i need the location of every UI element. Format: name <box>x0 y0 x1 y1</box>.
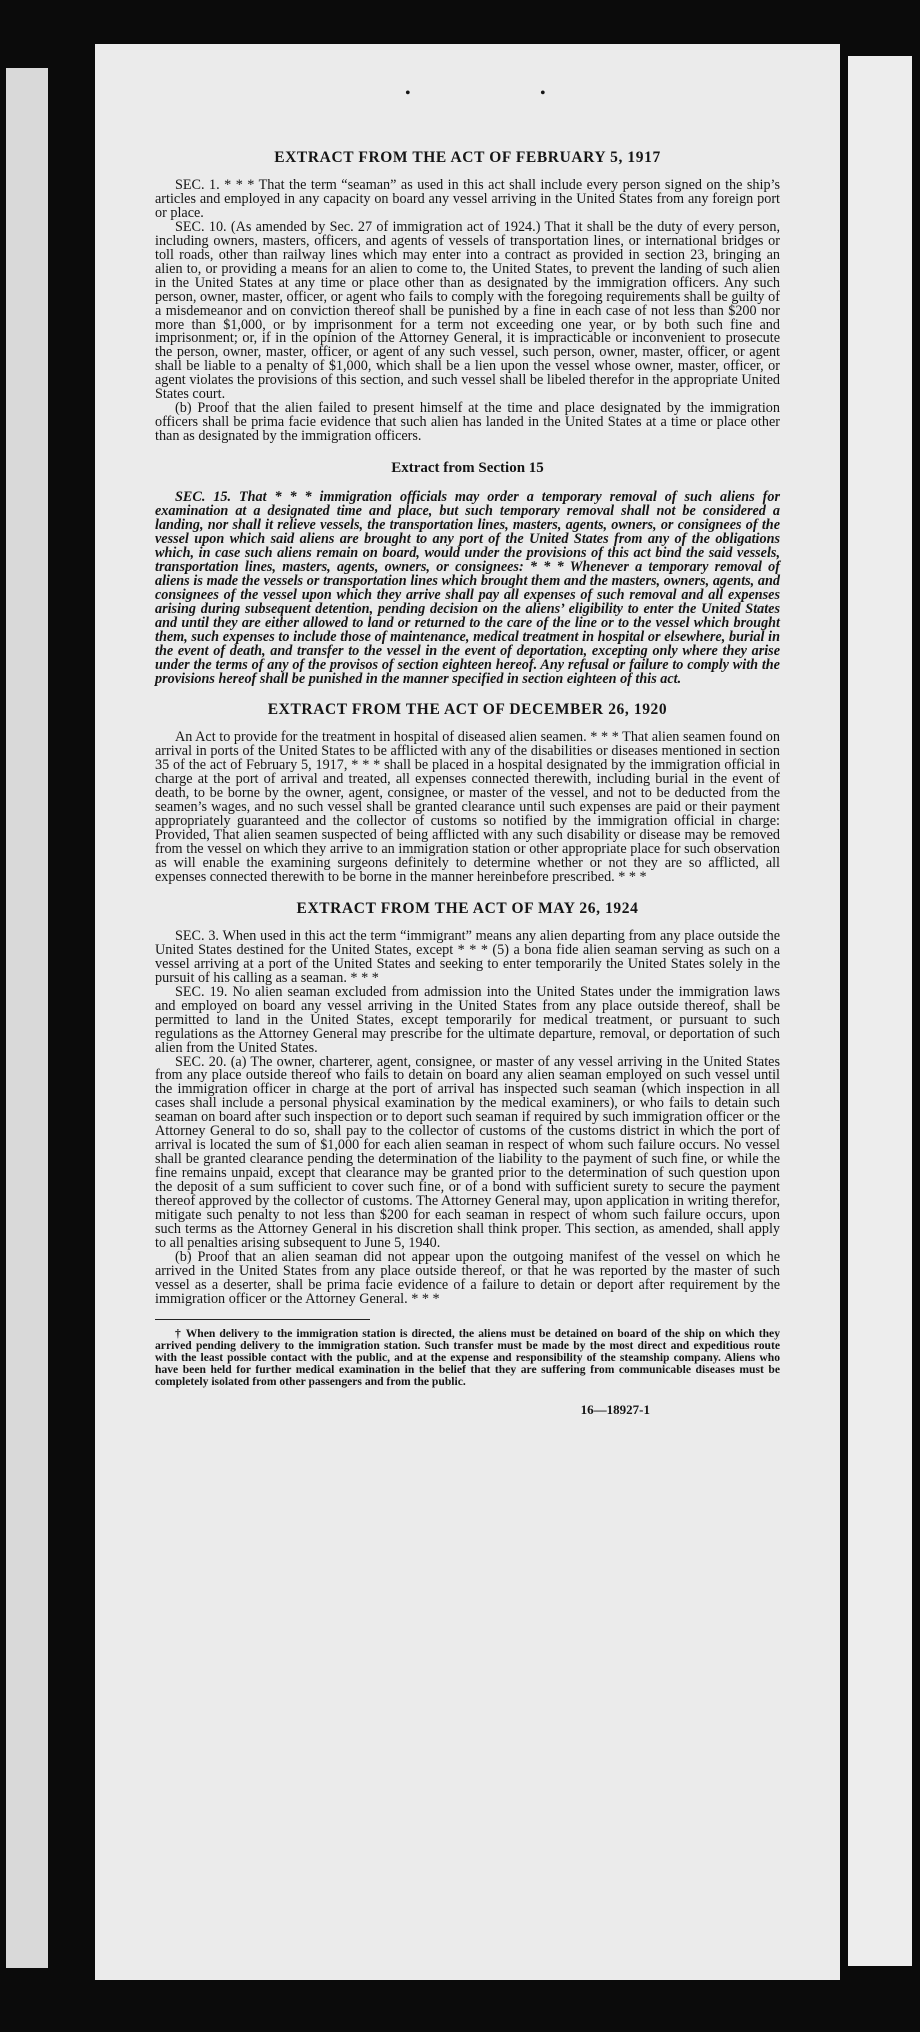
section-subheading: Extract from Section 15 <box>391 460 544 477</box>
paragraph: SEC. 1. * * * That the term “seaman” as used in this act shall include every person signed on the ship’s articles and employed in any capacity on board any vessel arriving in the United States from any foreign port or place. <box>155 177 780 221</box>
paragraph: (b) Proof that an alien seaman did not appear upon the outgoing manifest of the vessel on which he arrived in the United States from any place outside thereof, or that he was reported by the master of such vessel as a deserter, shall be prima facie evidence of a failure to detain or deport after requirement by the immigration officer or the Attorney General. * * * <box>155 1248 780 1307</box>
paragraph: SEC. 10. (As amended by Sec. 27 of immigration act of 1924.) That it shall be the duty of every person, including owners, masters, officers, and agents of vessels of transportation lines, or international bridges or toll roads, other than railway lines which may enter into a contract as provided in section 23, bringing an alien to, or providing a means for an alien to come to, the United States, to prevent the landing of such alien in the United States at any time or place other than as designated by the immigration officers. Any such person, owner, master, officer, or agent who fails to comply with the foregoing requirements shall be guilty of a misdemeanor and on conviction thereof shall be punished by a fine in each case of not less than $200 nor more than $1,000, or by imprisonment for a term not exceeding one year, or by both such fine and imprisonment; or, if in the opinion of the Attorney General, it is impracticable or inconvenient to prosecute the person, owner, master, officer, or agent of any such vessel, such person, owner, master, officer, or agent shall be liable to a penalty of $1,000, which shall be a lien upon the vessel whose owner, master, officer, or agent violates the provisions of this section, and such vessel shall be libeled therefor in the appropriate United States court. <box>155 218 780 403</box>
adjacent-page-left <box>6 68 48 1968</box>
paragraph: An Act to provide for the treatment in hospital of diseased alien seamen. * * * That alien seamen found on arrival in ports of the United States to be afflicted with any of the disabilities or diseases mentioned in section 35 of the act of February 5, 1917, * * * shall be placed in a hospital designated by the immigration official in charge at the port of arrival and treated, all expenses connected therewith, including burial in the event of death, to be borne by the owner, agent, consignee, or master of the vessel, and not to be deducted from the seamen’s wages, and no such vessel shall be granted clearance until such expenses are paid or their payment appropriately guaranteed and the collector of customs so notified by the immigration official in charge: Provided, That alien seamen suspected of being afflicted with any such disability or disease may be removed from the vessel on which they arrive to an immigration station or other appropriate place for such observation as will enable the examining surgeons definitely to determine whether or not they are so afflicted, all expenses connected therewith to be borne in the manner hereinbefore prescribed. * * * <box>155 729 780 885</box>
paragraph: SEC. 19. No alien seaman excluded from admission into the United States under the immigration laws and employed on board any vessel arriving in the United States from any place outside thereof, shall be permitted to land in the United States, except temporarily for medical treatment, or pursuant to such regulations as the Attorney General may prescribe for the ultimate departure, removal, or deportation of such alien from the United States. <box>155 983 780 1056</box>
section-heading: EXTRACT FROM THE ACT OF FEBRUARY 5, 1917 <box>274 149 661 166</box>
paragraph: SEC. 20. (a) The owner, charterer, agent, consignee, or master of any vessel arriving in the United States from any place outside thereof who fails to detain on board any alien seaman employed on such vessel until the immigration officer in charge at the port of arrival has inspected such seaman (which inspection in all cases shall include a personal physical examination by the medical examiners), or who fails to detain such seaman on board after such inspection or to deport such seaman if required by such immigration officer or the Attorney General to do so, shall pay to the collector of customs of the customs district in which the port of arrival is located the sum of $1,000 for each alien seaman in respect of whom such failure occurs. No vessel shall be granted clearance pending the determination of the liability to the payment of such fine, or while the fine remains unpaid, except that clearance may be granted prior to the determination of such question upon the deposit of a sum sufficient to cover such fine, or of a bond with sufficient surety to secure the payment thereof approved by the collector of customs. The Attorney General may, upon application in writing therefor, mitigate such penalty to not less than $200 for each seaman in respect of whom such failure occurs, upon such terms as the Attorney General in his discretion shall think proper. This section, as amended, shall apply to all penalties arising subsequent to June 5, 1940. <box>155 1053 780 1251</box>
section-heading: EXTRACT FROM THE ACT OF MAY 26, 1924 <box>296 899 639 917</box>
footnote: † When delivery to the immigration station is directed, the aliens must be detained on board of the ship on which they arrived pending delivery to the immigration station. Such transfer must be made by the most direct and expeditious route with the least possible contact with the public, and at the expense and responsibility of the steamship company. Aliens who have been held for further medical examination in the belief that they are suffering from communicable diseases must be completely isolated from other passengers and from the public. <box>155 1326 780 1388</box>
paragraph: SEC. 15. That * * * immigration officials may order a temporary removal of such aliens for examination at a designated time and place, but such temporary removal shall not be considered a landing, nor shall it relieve vessels, the transportation lines, masters, agents, owners, or consignees of the vessel upon which said aliens are brought to any port of the United States from any of the obligations which, in case such aliens remain on board, would under the provisions of this act bind the said vessels, transportation lines, masters, agents, owners, or consignees: * * * Whenever a temporary removal of aliens is made the vessels or transportation lines which brought them and the masters, owners, agents, and consignees of the vessel upon which they arrive shall pay all expenses of such removal and all expenses arising during subsequent detention, pending decision on the aliens’ eligibility to enter the United States and until they are either allowed to land or returned to the care of the line or to the vessel which brought them, such expenses to include those of maintenance, medical treatment in hospital or elsewhere, burial in the event of death, and transfer to the vessel in the event of deportation, excepting only where they arise under the terms of any of the provisos of section eighteen hereof. Any refusal or failure to comply with the provisions hereof shall be punished in the manner specified in section eighteen of this act. <box>155 489 780 687</box>
adjacent-page-right <box>848 56 912 1966</box>
footnote-divider <box>155 1319 370 1320</box>
document-page <box>95 44 840 1980</box>
decorative-dots: • <box>405 85 411 102</box>
form-number: 16—18927-1 <box>580 1401 650 1417</box>
paragraph: (b) Proof that the alien failed to present himself at the time and place designated by the immigration officers shall be prima facie evidence that such alien has landed in the United States at a time or place other than as designated by the immigration officers. <box>155 400 780 445</box>
paragraph: SEC. 3. When used in this act the term “immigrant” means any alien departing from any place outside the United States destined for the United States, except * * * (5) a bona fide alien seaman serving as such on a vessel arriving at a port of the United States and seeking to enter temporarily the United States solely in the pursuit of his calling as a seaman. * * * <box>155 927 780 986</box>
decorative-dots: • <box>540 85 546 102</box>
section-heading: EXTRACT FROM THE ACT OF DECEMBER 26, 1920 <box>267 701 668 719</box>
